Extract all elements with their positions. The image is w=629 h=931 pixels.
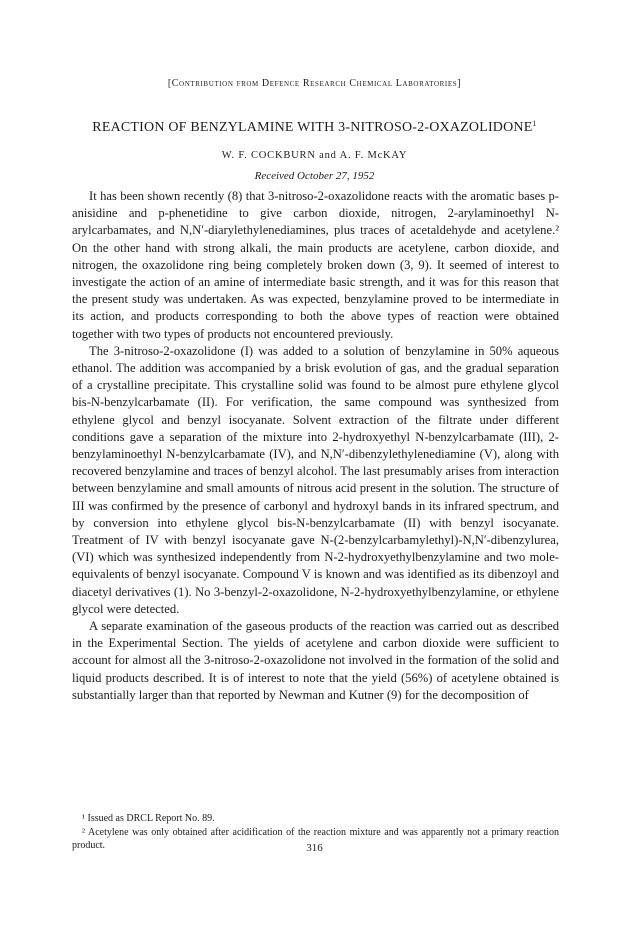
article-body <box>72 188 559 704</box>
contribution-header: [Contribution from Defence Research Chemical Laboratories] <box>167 78 462 89</box>
footnote: ¹ Issued as DRCL Report No. 89. <box>82 813 215 824</box>
received-date: Received October 27, 1952 <box>254 170 375 182</box>
body-paragraph: The 3-nitroso-2-oxazolidone (I) was added to a solution of benzylamine in 50% aqueous ethanol. The addition was accompanied by a brisk evolution of gas, and the gradual separation of a crystalline precipitate. This crystalline solid was found to be almost pure ethylene glycol bis-N-benzylcarbamate (II). For verification, the same compound was synthesized from ethylene glycol and benzyl isocyanate. Solvent extraction of the filtrate under different conditions gave a separation of the mixture into 2-hydroxyethyl N-benzylcarbamate (III), 2-benzylaminoethyl N-benzylcarbamate (IV), and N,N′-dibenzylethylenediamine (V), along with recovered benzylamine and traces of benzyl alcohol. The last presumably arises from interaction between benzylamine and small amounts of nitrous acid present in the solution. The structure of III was confirmed by the presence of carbonyl and hydroxyl bands in its infrared spectrum, and by conversion into ethylene glycol bis-N-benzylcarbamate (II) with benzyl isocyanate. Treatment of IV with benzyl isocyanate gave N-(2-benzylcarbamylethyl)-N,N′-dibenzylurea, (VI) which was synthesized independently from N-2-hydroxyethylbenzylamine and two mole-equivalents of benzyl isocyanate. Compound V is known and was identified as its dibenzoyl and diacetyl derivatives (1). No 3-benzyl-2-oxazolidone, N-2-hydroxyethylbenzylamine, or ethylene glycol were detected. <box>72 343 559 616</box>
article-title <box>0 120 629 136</box>
body-paragraph: A separate examination of the gaseous products of the reaction was carried out as described in the Experimental Section. The yields of acetylene and carbon dioxide were sufficient to account for almost all the 3-nitroso-2-oxazolidone not involved in the formation of the solid and liquid products described. It is of interest to note that the yield (56%) of acetylene obtained is substantially larger than that reported by Newman and Kutner (9) for the decomposition of <box>72 619 559 702</box>
title-footnote-marker: 1 <box>532 119 537 128</box>
article-title-text: REACTION OF BENZYLAMINE WITH 3-NITROSO-2-OXAZOLIDONE <box>92 120 533 135</box>
body-paragraph: It has been shown recently (8) that 3-nitroso-2-oxazolidone reacts with the aromatic bases p-anisidine and p-phenetidine to give carbon dioxide, nitrogen, 2-arylaminoethyl N-arylcarbamates, and N,N′-diarylethylenediamines, plus traces of acetaldehyde and acetylene.² On the other hand with strong alkali, the main products are acetylene, carbon dioxide, and nitrogen, the oxazolidone ring being completely broken down (3, 9). It seemed of interest to investigate the action of an amine of intermediate basic strength, and it was for this reason that the present study was undertaken. As was expected, benzylamine proved to be intermediate in its action, and products corresponding to both the above types of reaction were obtained together with two types of products not encountered previously. <box>72 189 559 341</box>
footnote: ² Acetylene was only obtained after acidification of the reaction mixture and was apparently not a primary reaction product. <box>72 826 559 851</box>
article-authors: W. F. COCKBURN and A. F. McKAY <box>221 150 408 161</box>
page-number: 316 <box>306 842 323 854</box>
